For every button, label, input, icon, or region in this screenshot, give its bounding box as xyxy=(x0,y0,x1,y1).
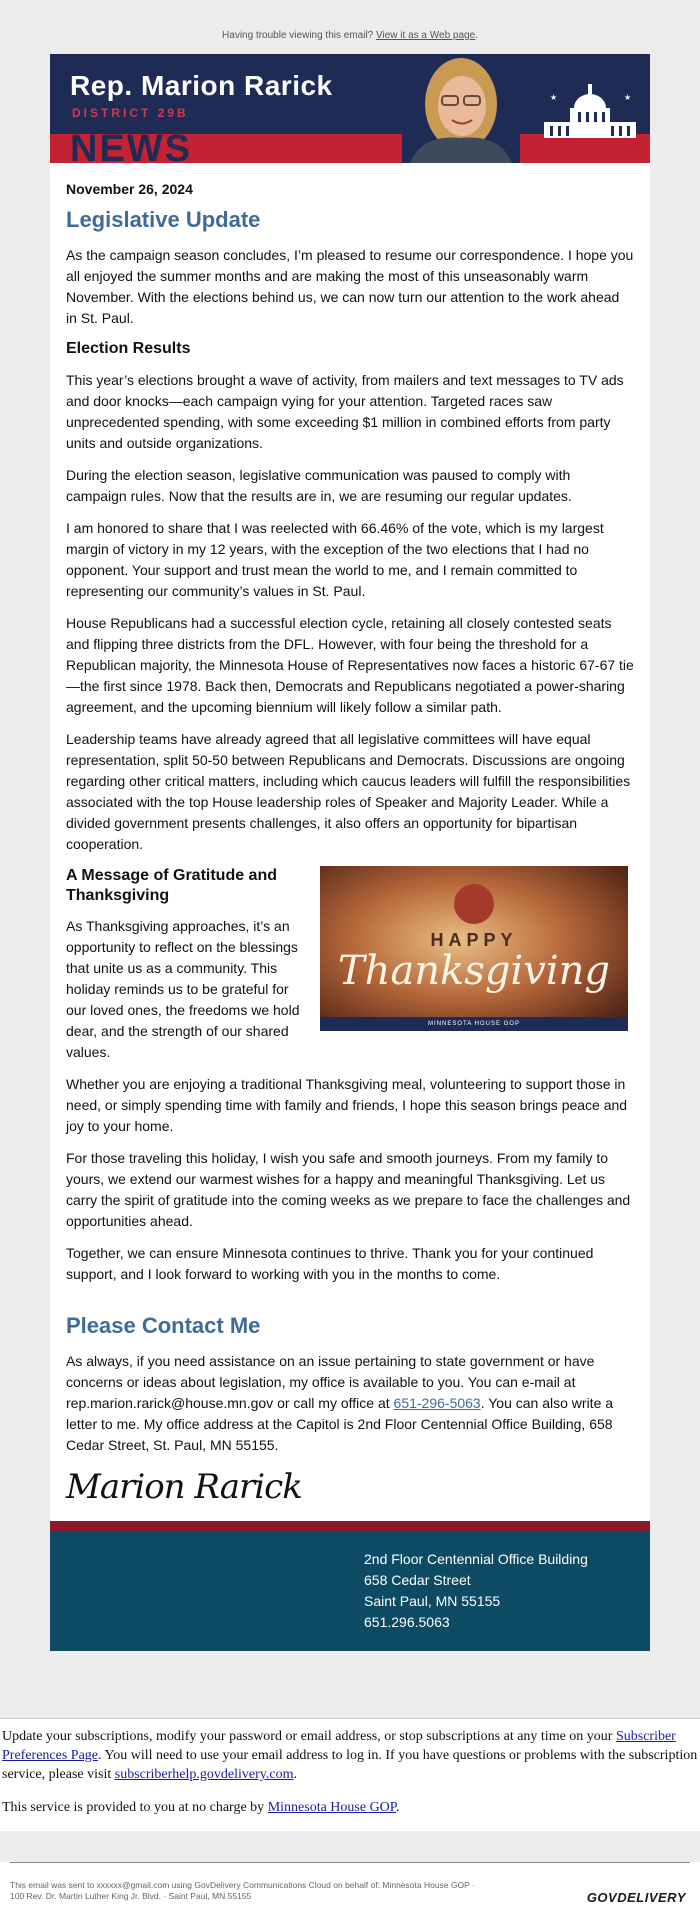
phone-link[interactable]: 651-296-5063 xyxy=(393,1395,481,1411)
legal-text: Update your subscriptions, modify your password or email address, or stop subscriptions at any time on your xyxy=(2,1729,616,1744)
contact-text-end: . You can also write a letter to me. My office address at the Capitol is 2nd Floor Centennial Office Building, 658 Cedar Street, St. Paul, MN 55155. xyxy=(66,1395,614,1453)
minnesota-house-gop-link[interactable]: Minnesota House GOP xyxy=(267,1800,397,1815)
thanksgiving-paragraph: For those traveling this holiday, I wish you safe and smooth journeys. From my family to yours, we extend our warmest wishes for a happy and meaningful Thanksgiving. Let us carry the spirit of gratitude into the coming weeks as we prepare to face the challenges and opportunities ahead. xyxy=(66,1150,631,1229)
election-paragraph: House Republicans had a successful election cycle, retaining all closely contested seats and flipping three districts from the DFL. However, with four being the threshold for a Republican majority, the Minnesota House of Representatives now faces a historic 67-67 tie—the first since 1978. Back then, Democrats and Republicans negotiated a power-sharing agreement, and the upcoming biennium will likely follow a similar path. xyxy=(66,615,634,715)
legal-text: . You will need to use your email address to log in. If you have questions or problems with the subscription service, please visit xyxy=(2,1748,698,1782)
thanksgiving-paragraph: Whether you are enjoying a traditional Thanksgiving meal, volunteering to support those in need, or simply spending time with family and friends, I hope this season brings peace and joy to your home. xyxy=(66,1076,628,1134)
footer-line: 2nd Floor Centennial Office Building xyxy=(364,1551,588,1567)
legal-text: This service is provided to you at no charge by xyxy=(2,1800,268,1815)
service-paragraph xyxy=(2,1798,698,1817)
footer-divider xyxy=(50,1521,650,1531)
page-title: Legislative Update xyxy=(66,207,261,232)
email-body xyxy=(50,163,650,1521)
image-footer-text: MINNESOTA HOUSE GOP xyxy=(320,1017,628,1031)
svg-text:★: ★ xyxy=(550,93,558,102)
image-thanksgiving-text: Thanksgiving xyxy=(338,948,610,994)
representative-photo xyxy=(402,54,520,163)
legal-text: . xyxy=(293,1767,297,1782)
contact-paragraph xyxy=(66,1351,634,1456)
thanksgiving-heading: A Message of Gratitude and Thanksgiving xyxy=(66,867,277,904)
footer-address xyxy=(50,1531,650,1651)
capitol-dome-icon xyxy=(454,884,494,924)
contact-text: As always, if you need assistance on an issue pertaining to state government or have concerns or ideas about legislation, my office is available to you. You can e-mail at rep.marion.rarick@house.mn.gov or call my office at xyxy=(66,1353,595,1411)
svg-text:★: ★ xyxy=(624,93,632,102)
govdelivery-logo: GOVDELIVERY xyxy=(586,1890,686,1905)
email-card xyxy=(50,54,650,1651)
newsletter-date: November 26, 2024 xyxy=(66,181,193,197)
subscription-notice xyxy=(0,1718,700,1831)
election-paragraph: Leadership teams have already agreed that all legislative committees will have equal representation, split 50-50 between Republicans and Democrats. Discussions are ongoing regarding other critical matters, including which caucus leaders will fulfill the responsibilities associated with the top House leadership roles of Speaker and Majority Leader. While a divided government presents challenges, it also offers an opportunity for bipartisan cooperation. xyxy=(66,731,631,852)
banner-title: Rep. Marion Rarick xyxy=(70,70,333,101)
footer-line: 651.296.5063 xyxy=(364,1614,450,1630)
election-paragraph: This year’s elections brought a wave of activity, from mailers and text messages to TV ads and door knocks—each campaign vying for your attention. Targeted races saw unprecedented spending, with some exceeding $1 million in combined efforts from party units and outside organizations. xyxy=(66,372,624,451)
capitol-icon xyxy=(540,78,640,142)
subscription-paragraph xyxy=(2,1727,698,1784)
banner-district: DISTRICT 29B xyxy=(72,106,189,120)
election-paragraph: During the election season, legislative communication was paused to comply with campaign rules. Now that the results are in, we are resuming our regular updates. xyxy=(66,467,572,504)
election-paragraph: I am honored to share that I was reelected with 66.46% of the vote, which is my largest margin of victory in my 12 years, with the exception of the two elections that I had no opponent. Your support and trust mean the world to me, and I remain committed to representing our community’s values in St. Paul. xyxy=(66,520,604,599)
thanksgiving-text xyxy=(66,866,306,1074)
thanksgiving-image xyxy=(320,866,628,1031)
legal-text: . xyxy=(396,1800,400,1815)
footer-rule xyxy=(10,1862,690,1863)
email-footer xyxy=(0,1862,700,1912)
thanksgiving-paragraph: As Thanksgiving approaches, it’s an opportunity to reflect on the blessings that unite us as a community. This holiday reminds us to be grateful for our loved ones, the freedoms we hold dear, and the strength of our shared values. xyxy=(66,918,300,1060)
image-happy-text: HAPPY xyxy=(430,930,518,950)
footer-line: 658 Cedar Street xyxy=(364,1572,471,1588)
header-banner xyxy=(50,54,650,163)
election-heading: Election Results xyxy=(66,340,191,357)
signature: Marion Rarick xyxy=(66,1467,302,1507)
subscriber-preferences-link[interactable]: Subscriber Preferences Page xyxy=(2,1729,676,1763)
preheader xyxy=(0,30,700,41)
sender-info: This email was sent to xxxxxx@gmail.com using GovDelivery Communications Cloud on behalf of: Minnesota House GOP · 100 Rev. Dr. Martin Luther King Jr. Blvd. · Saint Paul, MN 55155 xyxy=(10,1880,475,1901)
subscriber-help-link[interactable]: subscriberhelp.govdelivery.com xyxy=(114,1767,294,1782)
preheader-suffix: . xyxy=(475,30,478,41)
thanksgiving-section xyxy=(66,866,634,1074)
thanksgiving-paragraph: Together, we can ensure Minnesota continues to thrive. Thank you for your continued support, and I look forward to working with you in the months to come. xyxy=(66,1245,594,1282)
preheader-text: Having trouble viewing this email? xyxy=(222,30,377,41)
contact-heading: Please Contact Me xyxy=(66,1313,261,1338)
web-version-link[interactable]: View it as a Web page xyxy=(376,30,476,41)
banner-news: NEWS xyxy=(70,128,192,163)
intro-paragraph: As the campaign season concludes, I’m pleased to resume our correspondence. I hope you all enjoyed the summer months and are making the most of this unseasonably warm November. With the elections behind us, we can now turn our attention to the work ahead in St. Paul. xyxy=(66,247,634,326)
footer-line: Saint Paul, MN 55155 xyxy=(364,1593,501,1609)
